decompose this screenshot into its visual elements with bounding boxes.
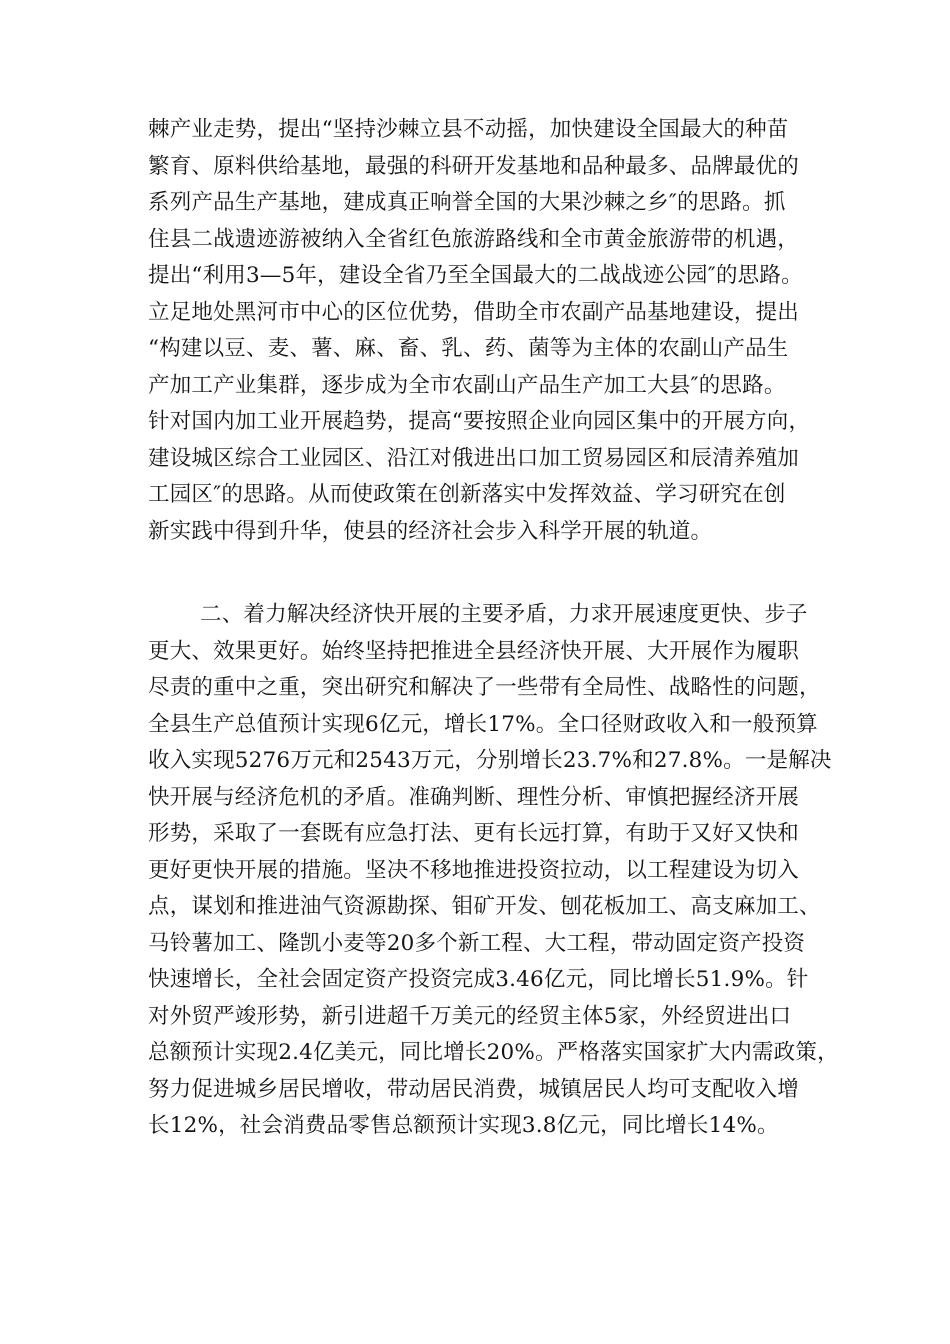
text-line: 点，谋划和推进油气资源勘探、钼矿开发、刨花板加工、高支麻加工、 [148, 894, 821, 919]
text-line: 产加工产业集群，逐步成为全市农副山产品生产加工大县″的思路。 [148, 373, 786, 398]
text-line: 新实践中得到升华，使县的经济社会步入科学开展的轨道。 [148, 519, 713, 544]
text-line: 收入实现5276万元和2543万元，分别增长23.7%和27.8%。一是解决 [148, 748, 832, 773]
text-line: 快速增长，全社会固定资产投资完成3.46亿元，同比增长51.9%。针 [148, 967, 809, 992]
text-line: 马铃薯加工、隆凯小麦等20多个新工程、大工程，带动固定资产投资 [148, 931, 806, 956]
text-line: 立足地处黑河市中心的区位优势，借助全市农副产品基地建设，提出 [148, 300, 800, 325]
text-line: 繁育、原料供给基地，最强的科研开发基地和品种最多、品牌最优的 [148, 154, 800, 179]
text-line: 全县生产总值预计实现6亿元，增长17%。全口径财政收入和一般预算 [148, 712, 818, 737]
text-line: 更大、效果更好。始终坚持把推进全县经济快开展、大开展作为履职 [148, 639, 800, 664]
text-line: 快开展与经济危机的矛盾。准确判断、理性分析、审慎把握经济开展 [148, 785, 800, 810]
text-line: 二、着力解决经济快开展的主要矛盾，力求开展速度更快、步子 [200, 602, 808, 627]
text-line: 建设城区综合工业园区、沿江对俄进出口加工贸易园区和辰清养殖加 [148, 446, 800, 471]
text-line: 总额预计实现2.4亿美元，同比增长20%。严格落实国家扩大内需政策， [148, 1040, 839, 1065]
text-line: 更好更快开展的措施。坚决不移地推进投资拉动，以工程建设为切入 [148, 858, 800, 883]
text-line: 形势，采取了一套既有应急打法、更有长远打算，有助于又好又快和 [148, 821, 800, 846]
text-line: 住县二战遗迹游被纳入全省红色旅游路线和全市黄金旅游带的机遇， [148, 227, 800, 252]
text-line: 针对国内加工业开展趋势，提高“要按照企业向园区集中的开展方向， [148, 409, 811, 434]
text-line: 工园区″的思路。从而使政策在创新落实中发挥效益、学习研究在创 [148, 482, 786, 507]
text-line: 棘产业走势，提出“坚持沙棘立县不动摇，加快建设全国最大的种苗 [148, 117, 789, 142]
text-line: 努力促进城乡居民增收，带动居民消费，城镇居民人均可支配收入增 [148, 1077, 800, 1102]
text-line: 尽责的重中之重，突出研究和解决了一些带有全局性、战略性的问题， [148, 675, 821, 700]
text-line: “构建以豆、麦、薯、麻、畜、乳、药、菌等为主体的农副山产品生 [148, 336, 789, 361]
text-line: 长12%，社会消费品零售总额预计实现3.8亿元，同比增长14%。 [148, 1113, 779, 1138]
text-line: 提出“利用3—5年，建设全省乃至全国最大的二战战迹公园″的思路。 [148, 263, 803, 288]
text-line: 对外贸严竣形势，新引进超千万美元的经贸主体5家，外经贸进出口 [148, 1004, 792, 1029]
text-line: 系列产品生产基地，建成真正响誉全国的大果沙棘之乡″的思路。抓 [148, 190, 786, 215]
